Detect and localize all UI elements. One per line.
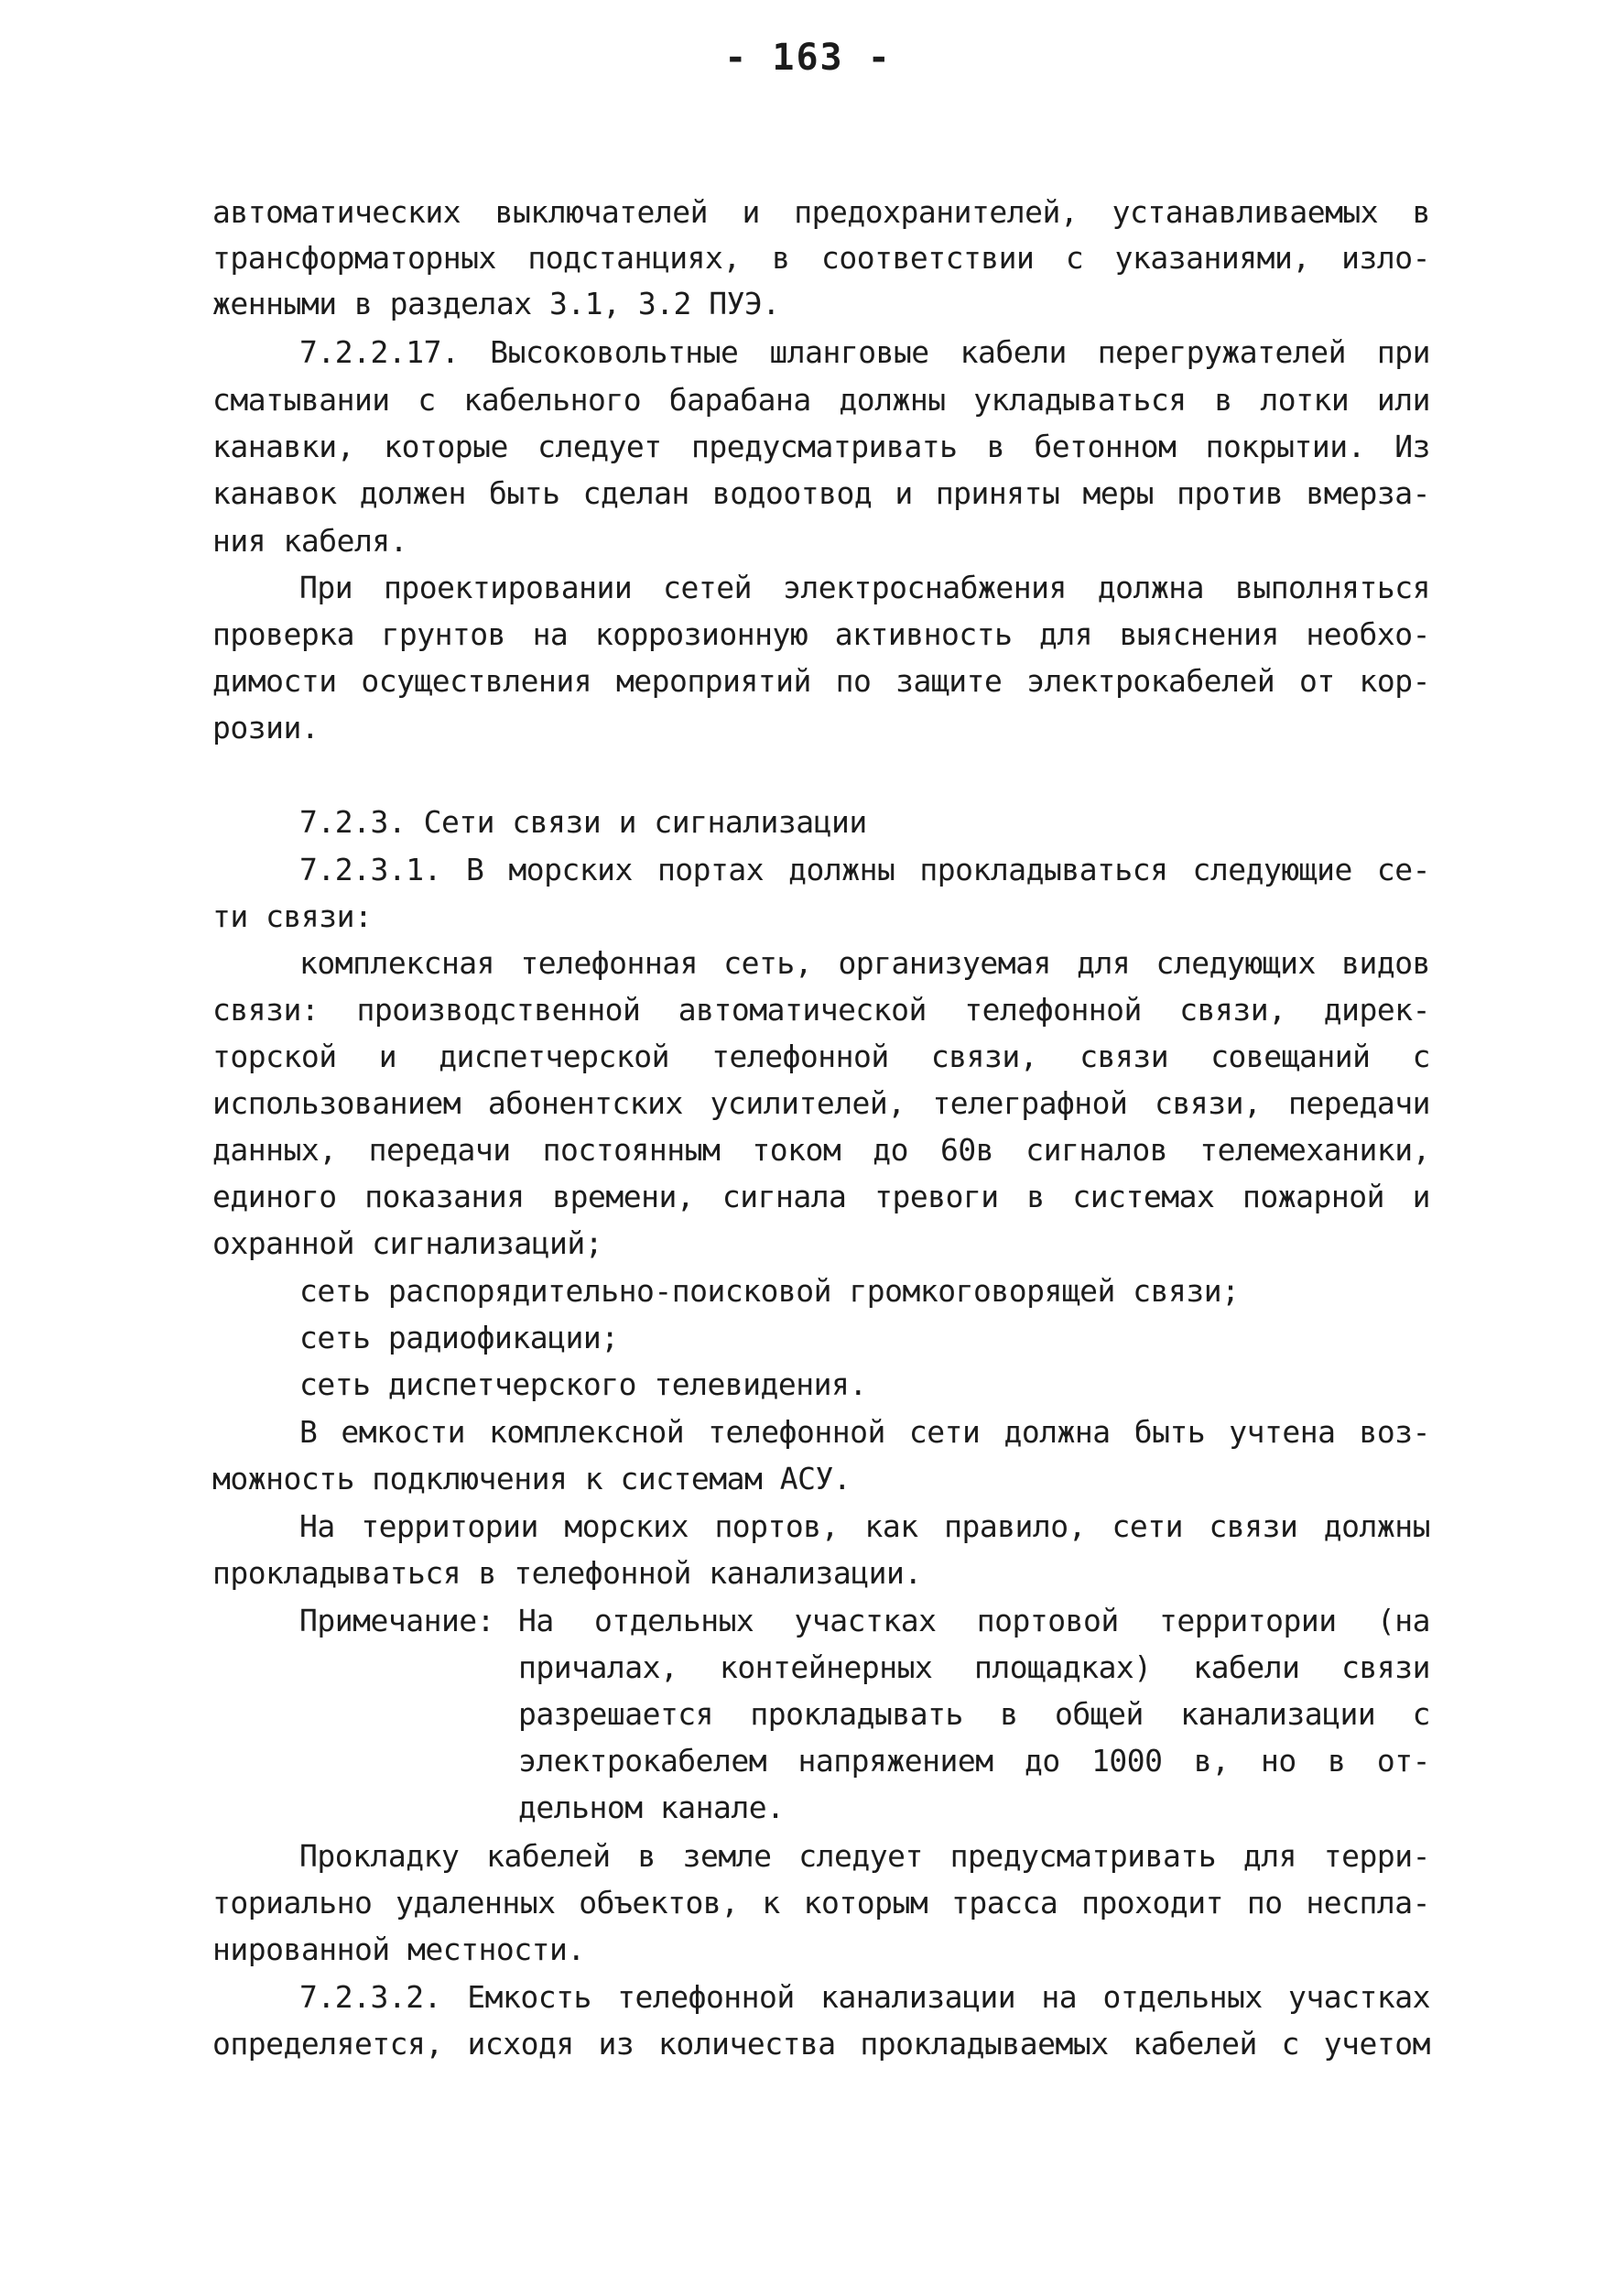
note-line: причалах, контейнерных площадках) кабели связи: [518, 1649, 1430, 1685]
note-line: разрешается прокладывать в общей канализации с: [518, 1696, 1430, 1732]
text-line: розии.: [212, 710, 320, 745]
text-line: торской и диспетчерской телефонной связи, связи совещаний с: [212, 1039, 1430, 1074]
text-line: димости осуществления мероприятий по защите электрокабелей от кор-: [212, 663, 1430, 699]
text-line: ти связи:: [212, 898, 373, 934]
text-line: можность подключения к системам АСУ.: [212, 1461, 851, 1496]
text-line: канавки, которые следует предусматривать в бетонном покрытии. Из: [212, 429, 1430, 464]
note-line: На отдельных участках портовой территории (на: [518, 1603, 1430, 1638]
text-line: использованием абонентских усилителей, телеграфной связи, передачи: [212, 1085, 1430, 1121]
text-line: женными в разделах 3.1, 3.2 ПУЭ.: [212, 286, 780, 321]
text-line: 7.2.2.17. Высоковольтные шланговые кабели перегружателей при: [299, 334, 1430, 370]
text-line: нированной местности.: [212, 1931, 585, 1967]
text-line: ториально удаленных объектов, к которым трасса проходит по неспла-: [212, 1885, 1430, 1921]
text-line: охранной сигнализаций;: [212, 1225, 603, 1261]
text-line: данных, передачи постоянным током до 60в сигналов телемеханики,: [212, 1132, 1430, 1168]
text-line: Прокладку кабелей в земле следует предусматривать для терри-: [299, 1838, 1430, 1874]
text-line: На территории морских портов, как правило, сети связи должны: [299, 1508, 1430, 1544]
note-line: дельном канале.: [518, 1790, 785, 1825]
text-line: 7.2.3.2. Емкость телефонной канализации на отдельных участках: [299, 1979, 1430, 2015]
text-line: связи: производственной автоматической телефонной связи, дирек-: [212, 992, 1430, 1028]
text-line: сеть диспетчерского телевидения.: [299, 1366, 867, 1402]
text-line: определяется, исходя из количества прокладываемых кабелей с учетом: [212, 2026, 1430, 2062]
text-line: В емкости комплексной телефонной сети должна быть учтена воз-: [299, 1414, 1430, 1450]
note-line: электрокабелем напряжением до 1000 в, но в от-: [518, 1743, 1430, 1779]
page-number: - 163 -: [724, 37, 892, 79]
text-line: единого показания времени, сигнала тревоги в системах пожарной и: [212, 1179, 1430, 1214]
note-label: Примечание:: [299, 1603, 495, 1638]
section-heading: 7.2.3. Сети связи и сигнализации: [299, 804, 867, 840]
text-line: проверка грунтов на коррозионную активность для выяснения необхо-: [212, 616, 1430, 652]
text-line: ния кабеля.: [212, 523, 408, 559]
text-line: автоматических выключателей и предохранителей, устанавливаемых в: [212, 194, 1430, 230]
text-line: сеть радиофикации;: [299, 1320, 619, 1355]
text-line: канавок должен быть сделан водоотвод и приняты меры против вмерза-: [212, 475, 1430, 511]
text-line: При проектировании сетей электроснабжения должна выполняться: [299, 570, 1430, 605]
text-line: комплексная телефонная сеть, организуемая для следующих видов: [299, 945, 1430, 981]
text-line: трансформаторных подстанциях, в соответствии с указаниями, изло-: [212, 240, 1430, 276]
text-line: сматывании с кабельного барабана должны укладываться в лотки или: [212, 382, 1430, 418]
text-line: 7.2.3.1. В морских портах должны прокладываться следующие се-: [299, 852, 1430, 887]
text-line: прокладываться в телефонной канализации.: [212, 1555, 922, 1591]
text-line: сеть распорядительно-поисковой громкоговорящей связи;: [299, 1273, 1240, 1309]
